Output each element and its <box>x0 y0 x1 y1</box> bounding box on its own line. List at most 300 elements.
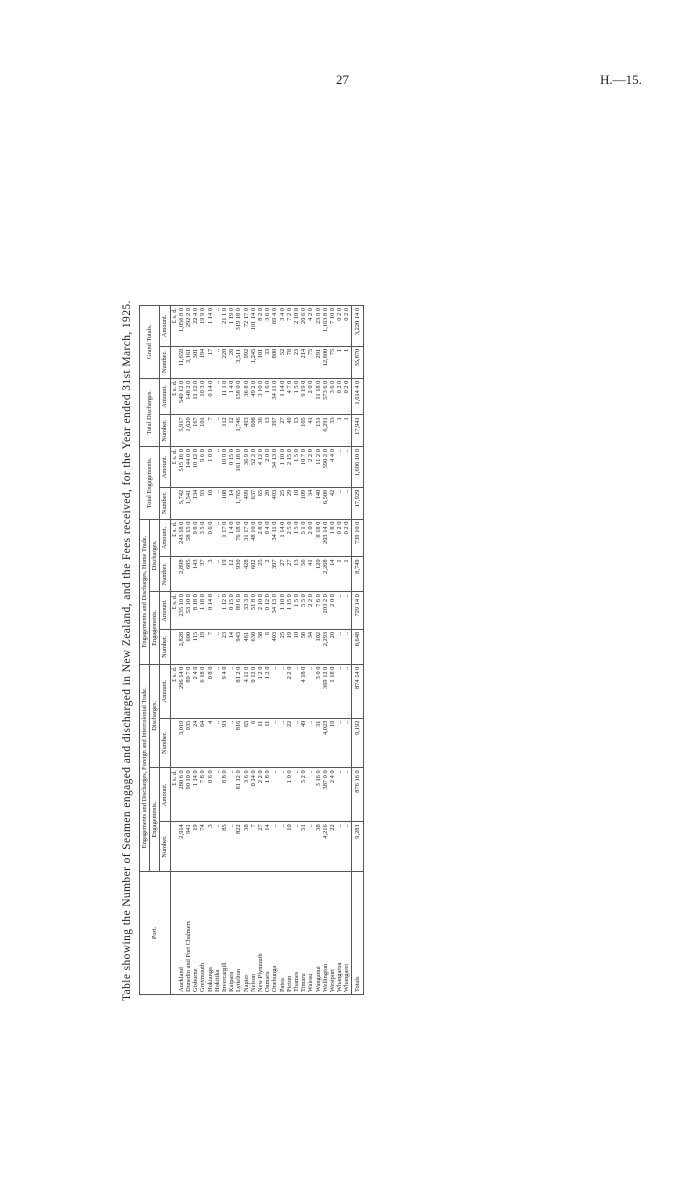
number-cell: 17 <box>207 346 214 378</box>
amount-cell: 36 8 0 <box>243 378 250 415</box>
number-cell: 19 <box>192 822 199 872</box>
table-row <box>271 306 278 995</box>
amount-cell: .. <box>214 768 221 822</box>
number-cell: 93 <box>199 487 206 519</box>
amount-cell: 8 18 0 <box>315 519 322 557</box>
number-subheader: Number. <box>160 629 170 664</box>
number-cell: 5,917 <box>178 415 185 447</box>
number-cell: 935 <box>185 718 192 768</box>
number-cell: 800 <box>271 346 278 378</box>
table-row <box>243 306 250 995</box>
amount-cell: 22 4 0 <box>192 306 199 347</box>
amount-cell: .. <box>343 592 351 630</box>
number-cell: 600 <box>185 629 192 664</box>
amount-cell: .. <box>336 768 343 822</box>
number-cell: 75 <box>307 346 314 378</box>
number-cell: 38 <box>315 822 322 872</box>
amount-cell: .. <box>343 768 351 822</box>
amount-cell: 3 5 0 <box>199 519 206 557</box>
port-cell: Hokianga <box>207 872 214 995</box>
number-cell: 75 <box>329 346 336 378</box>
number-cell: 27 <box>257 822 264 872</box>
table-row <box>214 306 221 995</box>
amount-subheader: Amount. <box>160 306 170 347</box>
amount-cell: 5 5 0 <box>300 592 307 630</box>
amount-cell: 5 2 0 <box>300 768 307 822</box>
number-cell: 56 <box>300 557 307 592</box>
number-cell: 19 <box>221 557 228 592</box>
number-cell: 1 <box>343 557 351 592</box>
port-cell: Wanganui <box>315 872 322 995</box>
number-cell: 33 <box>264 346 271 378</box>
amount-cell: .. <box>343 447 351 488</box>
port-cell: Auckland <box>178 872 185 995</box>
amount-cell: 0 4 0 <box>264 519 271 557</box>
number-cell: 38 <box>257 629 264 664</box>
number-cell: 25 <box>279 629 286 664</box>
table-row <box>336 306 343 995</box>
table-row <box>300 306 307 995</box>
amount-cell: .. <box>271 664 278 718</box>
seamen-fees-table <box>139 305 364 995</box>
number-cell: 41 <box>307 557 314 592</box>
amount-cell: 49 2 0 <box>250 378 257 415</box>
amount-cell: 876 16 0 <box>351 768 363 822</box>
amount-cell: 2 0 0 <box>307 519 314 557</box>
amount-cell: 3 4 0 <box>279 306 286 347</box>
amount-cell: 243 18 0 <box>178 519 185 557</box>
amount-subheader: Amount. <box>160 519 170 557</box>
amount-cell: 51 8 0 <box>250 592 257 630</box>
number-cell: 27 <box>286 557 293 592</box>
number-cell: 85 <box>221 822 228 872</box>
port-cell: Lyttelton <box>235 872 242 995</box>
number-cell: 9,192 <box>351 718 363 768</box>
amount-cell: 7 8 0 <box>199 768 206 822</box>
number-cell: .. <box>228 822 235 872</box>
number-cell: 3 <box>207 557 214 592</box>
amount-cell: 34 13 0 <box>271 447 278 488</box>
number-cell: .. <box>343 487 351 519</box>
currency-unit-cell: £ s. d. <box>170 519 178 557</box>
amount-cell: 2 2 0 <box>257 768 264 822</box>
number-cell: 602 <box>250 557 257 592</box>
amount-cell: 4 4 0 <box>329 447 336 488</box>
port-header: Port. <box>140 872 171 995</box>
amount-cell: 0 2 0 <box>343 306 351 347</box>
amount-cell: 296 14 0 <box>178 664 185 718</box>
number-cell: 12 <box>228 415 235 447</box>
amount-cell: 515 16 0 <box>178 447 185 488</box>
number-cell: 22 <box>329 822 336 872</box>
number-cell: 23 <box>293 346 300 378</box>
amount-cell: 1,163 8 0 <box>322 306 329 347</box>
number-cell: 49 <box>300 718 307 768</box>
amount-cell: 1 5 0 <box>293 447 300 488</box>
number-cell: 167 <box>192 415 199 447</box>
number-cell: 140 <box>315 487 322 519</box>
page-number: 27 <box>336 72 349 87</box>
number-cell: 2,914 <box>178 822 185 872</box>
number-cell: 65 <box>243 718 250 768</box>
amount-cell: 69 4 0 <box>271 306 278 347</box>
amount-cell: .. <box>271 768 278 822</box>
number-cell: 19 <box>199 629 206 664</box>
amount-cell: 203 14 0 <box>322 519 329 557</box>
amount-cell: 31 17 0 <box>243 519 250 557</box>
port-cell: Timaru <box>300 872 307 995</box>
amount-cell: 0 6 0 <box>207 519 214 557</box>
number-cell: .. <box>228 718 235 768</box>
number-cell: 1 <box>336 415 343 447</box>
number-subheader: Number. <box>160 346 170 378</box>
amount-cell: 0 8 0 <box>207 664 214 718</box>
amount-cell: 319 18 0 <box>235 306 242 347</box>
port-cell: Patea <box>279 872 286 995</box>
number-cell: .. <box>271 822 278 872</box>
port-cell: Kaipara <box>228 872 235 995</box>
number-cell: 109 <box>300 487 307 519</box>
number-cell: 992 <box>243 346 250 378</box>
home-engagements-header: Engagements. <box>150 592 160 664</box>
amount-cell: 10 0 0 <box>221 447 228 488</box>
amount-cell: .. <box>336 447 343 488</box>
number-cell: 14 <box>329 557 336 592</box>
number-cell: 27 <box>279 557 286 592</box>
amount-cell: .. <box>336 592 343 630</box>
number-cell: 74 <box>199 822 206 872</box>
currency-unit-cell: £ s. d. <box>170 306 178 347</box>
port-cell <box>170 872 178 995</box>
number-cell: 134 <box>192 487 199 519</box>
number-cell: 23 <box>221 629 228 664</box>
number-cell: 17,929 <box>351 487 363 519</box>
port-cell: Picton <box>286 872 293 995</box>
table-row <box>250 306 257 995</box>
foreign-engagements-header: Engagements. <box>150 768 160 872</box>
number-cell: 403 <box>271 487 278 519</box>
number-cell: 120 <box>315 557 322 592</box>
amount-cell: 590 2 0 <box>322 447 329 488</box>
amount-cell: 161 18 0 <box>235 447 242 488</box>
number-cell: 403 <box>271 629 278 664</box>
number-cell: 9,281 <box>351 822 363 872</box>
amount-cell: .. <box>214 519 221 557</box>
amount-cell: 4 11 0 <box>243 664 250 718</box>
amount-cell: 8 18 0 <box>192 592 199 630</box>
table-row <box>257 306 264 995</box>
number-cell: 10 <box>286 822 293 872</box>
amount-cell: 1 4 0 <box>228 519 235 557</box>
number-cell: 6 <box>250 718 257 768</box>
amount-cell: 0 14 0 <box>207 592 214 630</box>
number-cell: 8,648 <box>351 629 363 664</box>
port-cell: Greymouth <box>199 872 206 995</box>
number-cell: 12,800 <box>322 346 329 378</box>
number-cell: 10 <box>293 629 300 664</box>
table-row <box>286 306 293 995</box>
table-row <box>293 306 300 995</box>
table-row <box>228 306 235 995</box>
amount-cell: .. <box>343 664 351 718</box>
number-cell: .. <box>271 718 278 768</box>
number-cell: 41 <box>307 415 314 447</box>
number-cell: 7 <box>207 629 214 664</box>
table-body <box>170 306 363 995</box>
amount-cell: 3 6 0 <box>264 306 271 347</box>
amount-cell: 0 14 0 <box>207 378 214 415</box>
port-cell: Westport <box>329 872 336 995</box>
amount-cell: 90 10 0 <box>185 768 192 822</box>
number-cell: 7 <box>207 415 214 447</box>
home-trade-header: Engagements and Discharges, Home Trade. <box>140 519 150 664</box>
number-cell: .. <box>343 718 351 768</box>
number-cell: 20 <box>264 487 271 519</box>
currency-unit-cell: £ s. d. <box>170 447 178 488</box>
amount-cell: 36 9 0 <box>243 447 250 488</box>
amount-cell: 8 8 0 <box>221 768 228 822</box>
number-cell: 499 <box>243 487 250 519</box>
number-cell: 637 <box>250 487 257 519</box>
number-cell: 930 <box>235 557 242 592</box>
number-cell: 6 <box>264 629 271 664</box>
number-cell: .. <box>343 822 351 872</box>
amount-cell: 11 12 0 <box>192 378 199 415</box>
amount-cell: .. <box>214 664 221 718</box>
amount-cell: 89 6 0 <box>235 592 242 630</box>
currency-unit-cell: £ s. d. <box>170 768 178 822</box>
amount-cell: 8 2 0 <box>257 306 264 347</box>
number-cell <box>170 487 178 519</box>
amount-cell: 3 0 0 <box>315 664 322 718</box>
number-cell: 101 <box>257 346 264 378</box>
amount-cell: 4 18 0 <box>300 664 307 718</box>
number-cell: 608 <box>250 415 257 447</box>
amount-cell: 1 5 0 <box>293 592 300 630</box>
number-cell: 22 <box>286 718 293 768</box>
amount-cell: 76 18 0 <box>235 519 242 557</box>
table-row <box>199 306 206 995</box>
amount-cell: .. <box>214 306 221 347</box>
amount-cell: 81 2 0 <box>235 664 242 718</box>
amount-cell: 33 3 0 <box>243 592 250 630</box>
amount-cell: 1 2 0 <box>257 664 264 718</box>
number-cell: 12 <box>228 557 235 592</box>
amount-cell: 1 12 0 <box>221 592 228 630</box>
number-cell: .. <box>336 629 343 664</box>
number-cell: 105 <box>300 415 307 447</box>
table-row <box>207 306 214 995</box>
number-cell: 78 <box>286 346 293 378</box>
amount-cell: 1 5 0 <box>293 378 300 415</box>
number-cell: .. <box>336 718 343 768</box>
foreign-trade-header: Engagements and Discharges, Foreign and Intercolonial Trade. <box>140 664 150 871</box>
amount-cell: .. <box>293 768 300 822</box>
number-cell: 493 <box>243 415 250 447</box>
amount-cell: 0 2 0 <box>336 306 343 347</box>
amount-cell: 2 4 0 <box>329 768 336 822</box>
amount-cell: 0 12 0 <box>250 664 257 718</box>
number-cell: 943 <box>235 629 242 664</box>
port-cell: Whangaroa <box>336 872 343 995</box>
amount-cell: 2 2 0 <box>286 664 293 718</box>
number-cell: 3,161 <box>185 346 192 378</box>
number-cell: .. <box>214 822 221 872</box>
amount-cell: 23 0 0 <box>315 306 322 347</box>
number-cell: 14 <box>228 629 235 664</box>
document-reference: H.—15. <box>600 72 642 87</box>
amount-cell: 1,614 4 0 <box>351 378 363 415</box>
amount-cell: 7 2 0 <box>286 306 293 347</box>
amount-cell: 148 2 0 <box>185 378 192 415</box>
amount-cell: 7 10 0 <box>329 306 336 347</box>
number-cell: 11 <box>264 718 271 768</box>
number-cell: 31 <box>315 718 322 768</box>
amount-cell: 0 15 0 <box>228 447 235 488</box>
home-discharges-header: Discharges. <box>150 519 160 592</box>
number-cell: 301 <box>192 346 199 378</box>
number-cell: 115 <box>192 629 199 664</box>
amount-cell: 0 15 0 <box>228 592 235 630</box>
number-cell <box>170 718 178 768</box>
amount-cell: 2 2 0 <box>307 592 314 630</box>
number-cell: 6,291 <box>322 415 329 447</box>
amount-cell: 1 10 0 <box>279 592 286 630</box>
amount-cell: .. <box>228 768 235 822</box>
amount-subheader: Amount. <box>160 768 170 822</box>
number-cell: 941 <box>185 822 192 872</box>
currency-unit-cell: £ s. d. <box>170 592 178 630</box>
number-cell: .. <box>336 487 343 519</box>
number-cell: 151 <box>315 415 322 447</box>
amount-cell: 144 0 0 <box>185 447 192 488</box>
port-cell: Dunedin and Port Chalmers <box>185 872 192 995</box>
number-cell: 3,019 <box>178 718 185 768</box>
amount-cell: 10 3 0 <box>199 378 206 415</box>
table-row <box>235 306 242 995</box>
port-cell: Whangarei <box>343 872 351 995</box>
amount-cell: 10 12 0 <box>192 447 199 488</box>
number-cell: 14 <box>228 487 235 519</box>
number-cell: 34 <box>307 629 314 664</box>
amount-cell: .. <box>307 768 314 822</box>
number-cell: 108 <box>221 487 228 519</box>
number-cell: 428 <box>243 557 250 592</box>
port-cell: Napier <box>243 872 250 995</box>
number-cell: 1,620 <box>185 415 192 447</box>
port-cell: Gisborne <box>192 872 199 995</box>
number-cell: 291 <box>315 346 322 378</box>
amount-cell: 235 10 0 <box>178 592 185 630</box>
amount-cell: 1 14 0 <box>192 768 199 822</box>
amount-cell: 4 2 0 <box>307 306 314 347</box>
number-cell: 10 <box>207 487 214 519</box>
amount-cell: .. <box>279 768 286 822</box>
total-discharges-header: Total Discharges. <box>140 378 160 446</box>
amount-cell: 1 10 0 <box>279 447 286 488</box>
amount-cell: 0 2 0 <box>343 519 351 557</box>
number-cell: 25 <box>257 557 264 592</box>
amount-cell: 2 2 0 <box>307 447 314 488</box>
amount-cell: 2 5 0 <box>286 519 293 557</box>
number-cell: 6,509 <box>322 487 329 519</box>
amount-cell: 0 12 0 <box>264 592 271 630</box>
number-cell: 10 <box>293 487 300 519</box>
amount-subheader: Amount. <box>160 447 170 488</box>
amount-cell: 369 12 0 <box>322 664 329 718</box>
number-cell: .. <box>214 346 221 378</box>
amount-cell: 2 15 0 <box>286 447 293 488</box>
amount-cell: 0 2 0 <box>336 378 343 415</box>
number-cell: 1 <box>336 346 343 378</box>
number-cell: 1 <box>343 346 351 378</box>
amount-cell: 3 6 0 <box>243 768 250 822</box>
amount-cell: .. <box>279 664 286 718</box>
number-cell: .. <box>307 718 314 768</box>
amount-cell: 739 10 0 <box>351 519 363 557</box>
number-cell: 26 <box>228 346 235 378</box>
amount-cell: 2 0 0 <box>307 378 314 415</box>
number-cell: 1,541 <box>185 487 192 519</box>
number-cell <box>170 415 178 447</box>
amount-cell: 3 10 0 <box>257 378 264 415</box>
amount-cell: 540 12 0 <box>178 378 185 415</box>
amount-cell: 2 8 0 <box>257 519 264 557</box>
amount-cell: 4 12 0 <box>257 447 264 488</box>
table-row <box>178 306 185 995</box>
number-subheader: Number. <box>160 415 170 447</box>
number-subheader: Number. <box>160 718 170 768</box>
number-cell: 214 <box>300 346 307 378</box>
amount-subheader: Amount. <box>160 592 170 630</box>
number-cell: 194 <box>199 346 206 378</box>
amount-cell: 280 6 0 <box>178 768 185 822</box>
number-cell: .. <box>214 557 221 592</box>
number-cell: 1,245 <box>250 346 257 378</box>
amount-cell: 20 6 0 <box>300 306 307 347</box>
amount-cell: 3,220 14 0 <box>351 306 363 347</box>
foreign-discharges-header: Discharges. <box>150 664 160 768</box>
amount-cell: 9 4 0 <box>221 664 228 718</box>
amount-cell: 1 14 0 <box>279 378 286 415</box>
totals-row <box>351 306 363 995</box>
amount-cell: 1 0 0 <box>207 447 214 488</box>
amount-cell: 1 19 0 <box>228 306 235 347</box>
table-row <box>185 306 192 995</box>
table-row <box>343 306 351 995</box>
amount-cell: 11 18 0 <box>315 378 322 415</box>
number-cell: 49 <box>286 415 293 447</box>
table-row <box>221 306 228 995</box>
number-subheader: Number. <box>160 557 170 592</box>
amount-cell: 1 17 0 <box>221 519 228 557</box>
port-cell: Oamaru <box>264 872 271 995</box>
number-cell: 1 <box>343 415 351 447</box>
number-cell: 1,746 <box>235 415 242 447</box>
amount-cell: 5 1 0 <box>300 519 307 557</box>
amount-cell: 19 9 0 <box>199 306 206 347</box>
port-cell: New Plymouth <box>257 872 264 995</box>
port-cell: Onehunga <box>271 872 278 995</box>
amount-cell: 10 7 0 <box>300 447 307 488</box>
number-cell: 14 <box>264 822 271 872</box>
number-cell: .. <box>343 629 351 664</box>
port-cell: Totals <box>351 872 363 995</box>
number-cell: 2,828 <box>178 629 185 664</box>
grand-totals-header: Grand Totals. <box>140 306 160 379</box>
amount-cell: 203 2 0 <box>322 592 329 630</box>
amount-cell: 573 6 0 <box>322 378 329 415</box>
